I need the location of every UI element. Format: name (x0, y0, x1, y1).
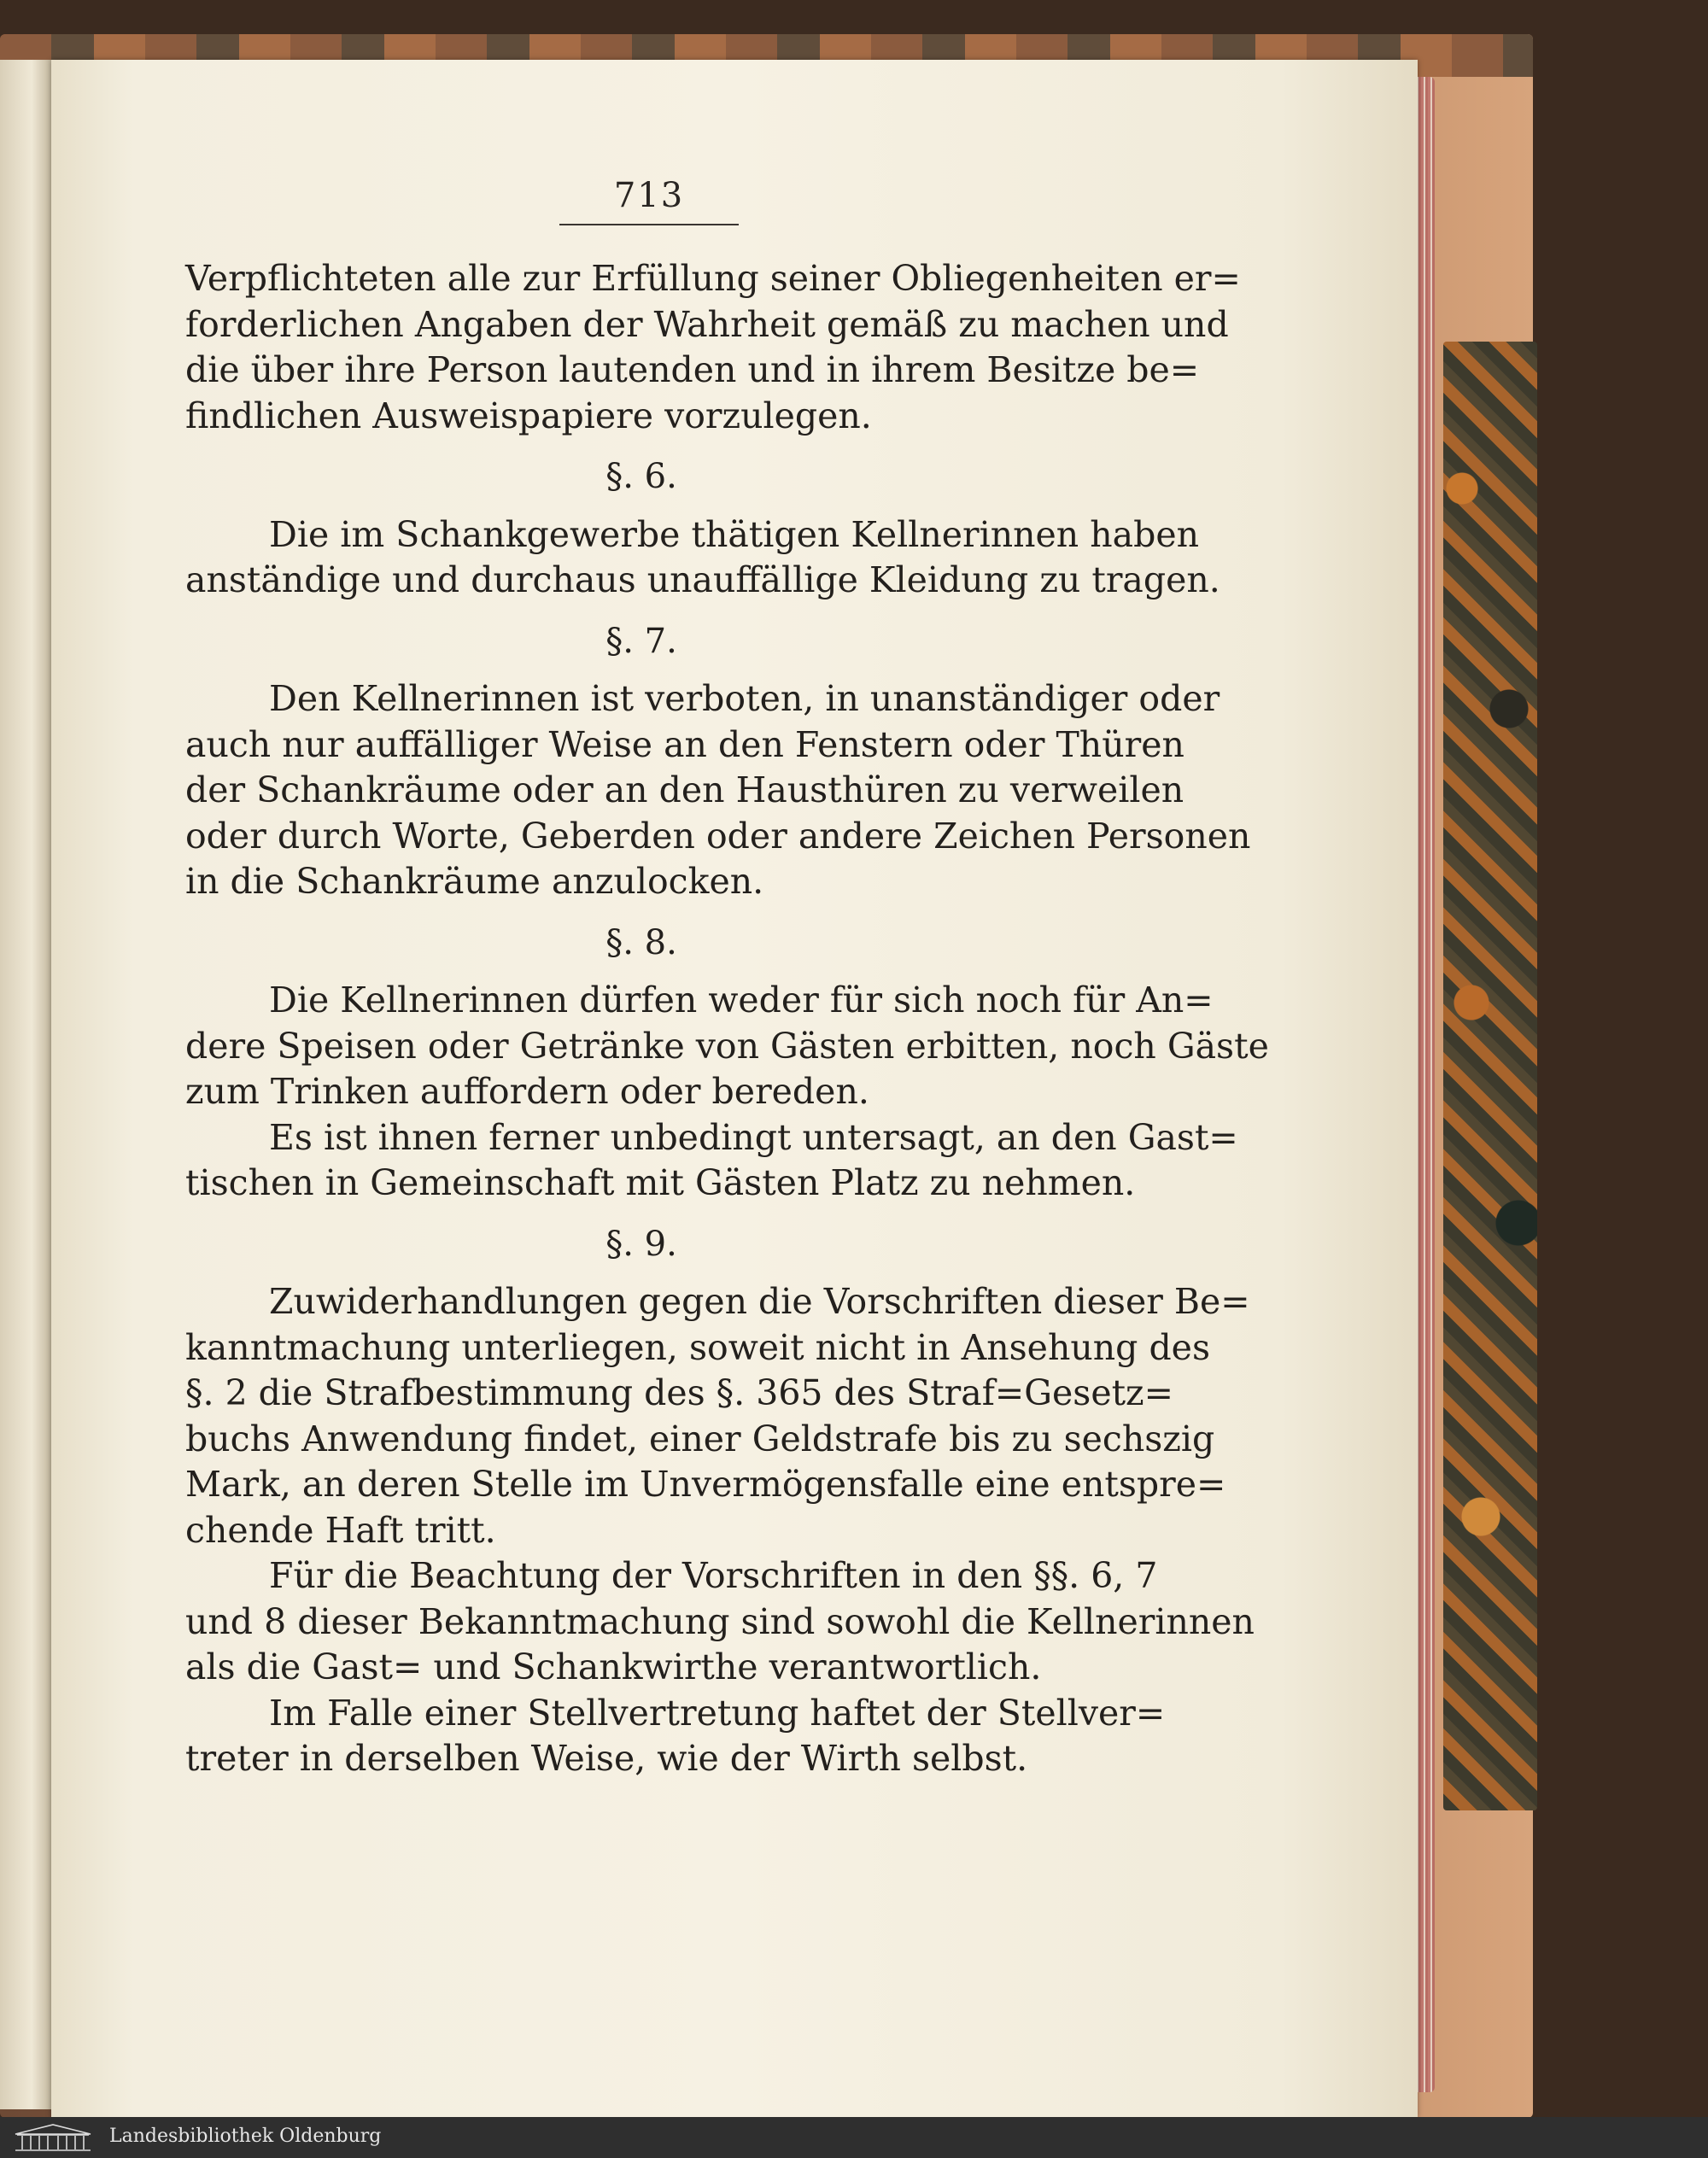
text-line: Im Falle einer Stellvertretung haftet der Stellver= (269, 1692, 1166, 1734)
text-line: buchs Anwendung findet, einer Geldstrafe bis zu sechszig (185, 1418, 1215, 1459)
page-number: 713 (613, 176, 685, 215)
library-building-icon (12, 2122, 94, 2153)
text-line: Mark, an deren Stelle im Unvermögensfalle eine entspre= (185, 1464, 1226, 1505)
footer-bar (0, 2117, 1708, 2158)
text-line: Die Kellnerinnen dürfen weder für sich noch für An= (269, 980, 1214, 1021)
page-number-rule (559, 224, 739, 225)
text-line: und 8 dieser Bekanntmachung sind sowohl die Kellnerinnen (185, 1600, 1255, 1642)
text-line: Zuwiderhandlungen gegen die Vorschriften dieser Be= (269, 1281, 1250, 1322)
text-line: Die im Schankgewerbe thätigen Kellnerinnen haben (269, 513, 1200, 555)
text-line: §. 2 die Strafbestimmung des §. 365 des Straf=Gesetz= (185, 1372, 1174, 1413)
section-heading: §. 8. (605, 922, 677, 962)
text-line: findlichen Ausweispapiere vorzulegen. (185, 395, 872, 436)
text-line: Verpflichteten alle zur Erfüllung seiner Obliegenheiten er= (185, 258, 1241, 299)
text-line: dere Speisen oder Getränke von Gästen erbitten, noch Gäste (185, 1025, 1269, 1067)
left-page-edge (0, 60, 53, 2109)
text-line: Es ist ihnen ferner unbedingt untersagt, an den Gast= (269, 1116, 1238, 1158)
text-line: auch nur auffälliger Weise an den Fenstern oder Thüren (185, 723, 1184, 765)
section-heading: §. 9. (605, 1224, 677, 1264)
text-line: die über ihre Person lautenden und in ihrem Besitze be= (185, 349, 1200, 390)
text-line: in die Schankräume anzulocken. (185, 861, 764, 902)
section-heading: §. 6. (605, 457, 677, 496)
text-line: als die Gast= und Schankwirthe verantwortlich. (185, 1646, 1042, 1687)
text-line: treter in derselben Weise, wie der Wirth selbst. (185, 1738, 1028, 1779)
marbled-binding (1443, 342, 1537, 1810)
text-line: Den Kellnerinnen ist verboten, in unanständiger oder (269, 678, 1220, 719)
institution-name[interactable]: Landesbibliothek Oldenburg (109, 2126, 382, 2147)
section-heading: §. 7. (605, 621, 677, 661)
page-text (185, 256, 1269, 1782)
text-line: forderlichen Angaben der Wahrheit gemäß zu machen und (185, 303, 1229, 345)
text-line: der Schankräume oder an den Hausthüren zu verweilen (185, 769, 1184, 810)
text-line: Für die Beachtung der Vorschriften in den §§. 6, 7 (269, 1555, 1158, 1596)
text-line: anständige und durchaus unauffällige Kleidung zu tragen. (185, 559, 1220, 600)
text-line: oder durch Worte, Geberden oder andere Zeichen Personen (185, 815, 1251, 857)
text-line: tischen in Gemeinschaft mit Gästen Platz zu nehmen. (185, 1162, 1136, 1203)
text-line: zum Trinken auffordern oder bereden. (185, 1071, 869, 1112)
text-line: chende Haft tritt. (185, 1509, 496, 1551)
text-line: kanntmachung unterliegen, soweit nicht in Ansehung des (185, 1326, 1210, 1368)
